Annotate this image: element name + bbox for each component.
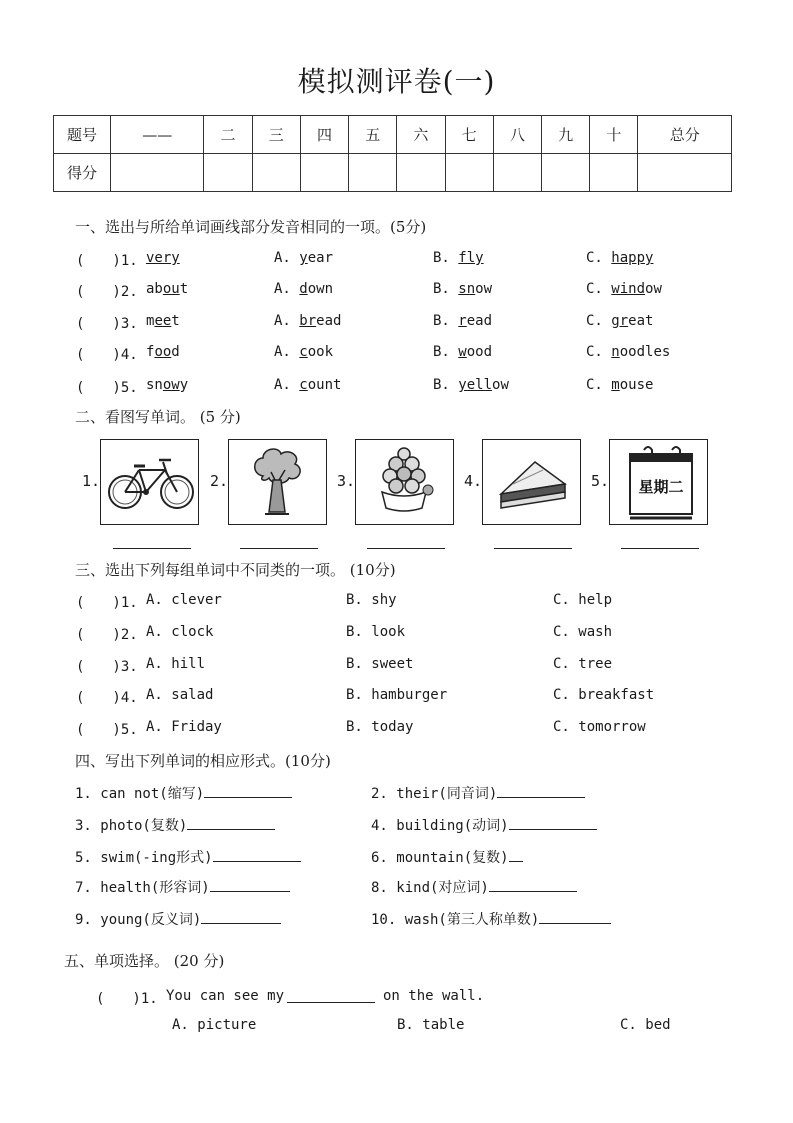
answer-blank[interactable]: [509, 815, 597, 830]
underlined-part: w: [458, 344, 467, 360]
answer-blank[interactable]: [187, 815, 275, 830]
score-input-cell[interactable]: [542, 154, 590, 192]
section5-heading: 五、单项选择。 (20 分): [64, 952, 225, 970]
score-cell: 九: [542, 116, 590, 154]
word-part: C.: [586, 313, 612, 329]
word-part: A.: [274, 250, 300, 266]
answer-blank[interactable]: [204, 783, 292, 798]
score-cell: 十: [590, 116, 638, 154]
option-a[interactable]: [274, 344, 333, 360]
classify-row: [0, 624, 793, 648]
option-b[interactable]: B. sweet: [346, 656, 414, 672]
option-c[interactable]: [586, 250, 653, 266]
option-c[interactable]: C. tree: [553, 656, 613, 672]
page-title: 模拟测评卷(一): [297, 65, 496, 98]
option-b[interactable]: B. hamburger: [346, 687, 448, 703]
underlined-part: y: [299, 250, 308, 266]
option-a[interactable]: A. clever: [146, 592, 222, 608]
score-input-cell[interactable]: [300, 154, 348, 192]
score-input-cell[interactable]: [252, 154, 300, 192]
tree-icon: [229, 440, 326, 524]
question-number[interactable]: ( )3.: [76, 659, 138, 675]
score-cell: 五: [349, 116, 397, 154]
option-a[interactable]: [274, 281, 333, 297]
question-number[interactable]: ( )4.: [76, 347, 138, 363]
underlined-part: c: [299, 344, 308, 360]
option-a[interactable]: [274, 250, 333, 266]
question-row: [0, 988, 793, 1012]
score-input-cell[interactable]: [493, 154, 541, 192]
underlined-part: ow: [162, 377, 180, 393]
option-b[interactable]: [433, 344, 492, 360]
underlined-part: oo: [154, 344, 172, 360]
answer-blank[interactable]: [497, 783, 585, 798]
answer-blank[interactable]: [210, 877, 290, 892]
word-part: f: [146, 344, 155, 360]
word-part: t: [171, 313, 180, 329]
fill-item: 2. their(同音词): [371, 783, 585, 803]
word-part: oodles: [619, 344, 671, 360]
phonics-row: [0, 377, 793, 401]
option-a[interactable]: A. clock: [146, 624, 214, 640]
score-table: [53, 115, 732, 192]
section3-heading: 三、选出下列每组单词中不同类的一项。 (10分): [75, 561, 396, 579]
word-part: sn: [146, 377, 163, 393]
target-word: [146, 313, 180, 329]
dessert-picture: [355, 439, 454, 525]
option-a[interactable]: A. Friday: [146, 719, 222, 735]
score-cell: 二: [204, 116, 252, 154]
question-number[interactable]: ( )4.: [76, 690, 138, 706]
word-part: ear: [307, 250, 334, 266]
question-number[interactable]: ( )1.: [76, 595, 138, 611]
underlined-part: ou: [162, 281, 180, 297]
fill-item: 5. swim(-ing形式): [75, 847, 301, 867]
fill-item: 10. wash(第三人称单数): [371, 909, 611, 929]
section1-heading: 一、选出与所给单词画线部分发音相同的一项。(5分): [75, 218, 427, 236]
score-row-label: 得分: [54, 154, 111, 192]
option-a[interactable]: [274, 313, 341, 329]
picture-number: 3.: [337, 472, 356, 490]
option-c[interactable]: [586, 281, 662, 297]
underlined-part: yell: [458, 377, 493, 393]
option-b[interactable]: B. table: [397, 1017, 465, 1033]
answer-blank[interactable]: [621, 548, 699, 549]
question-number[interactable]: ( )5.: [76, 380, 138, 396]
calendar-icon: [610, 440, 707, 524]
underlined-part: r: [458, 313, 467, 329]
word-part: y: [179, 377, 189, 393]
food-bowl-icon: [356, 440, 453, 524]
score-table-score-row: [54, 154, 732, 192]
score-cell: 题号: [54, 116, 111, 154]
calendar-label: 星期二: [638, 478, 684, 496]
option-a[interactable]: A. hill: [146, 656, 206, 672]
option-b[interactable]: B. shy: [346, 592, 397, 608]
target-word: [146, 377, 188, 393]
score-cell: 六: [397, 116, 445, 154]
answer-blank[interactable]: [287, 1002, 375, 1003]
word-part: A.: [274, 313, 300, 329]
sandwich-picture: [482, 439, 581, 525]
word-part: A.: [274, 281, 300, 297]
fill-item: 1. can not(缩写): [75, 783, 292, 803]
target-word: [146, 344, 180, 360]
score-cell: 总分: [638, 116, 732, 154]
score-cell: 四: [300, 116, 348, 154]
underlined-part: ee: [154, 313, 172, 329]
word-part: ow: [492, 377, 509, 393]
word-part: eat: [628, 313, 654, 329]
question-text-end: on the wall.: [383, 988, 485, 1004]
underlined-part: m: [611, 377, 620, 393]
question-number[interactable]: ( )1.: [96, 991, 158, 1007]
fill-item: 3. photo(复数): [75, 815, 275, 835]
option-c[interactable]: C. breakfast: [553, 687, 655, 703]
score-cell: 三: [252, 116, 300, 154]
question-number[interactable]: ( )5.: [76, 722, 138, 738]
underlined-part: br: [299, 313, 317, 329]
target-word: [146, 250, 180, 266]
phonics-row: [0, 313, 793, 337]
score-input-cell[interactable]: [204, 154, 252, 192]
tree-picture: [228, 439, 327, 525]
score-cell: 八: [493, 116, 541, 154]
answer-blank[interactable]: [539, 909, 611, 924]
question-number[interactable]: ( )2.: [76, 284, 138, 300]
word-part: ook: [307, 344, 334, 360]
target-word: [146, 281, 188, 297]
option-b[interactable]: [433, 313, 492, 329]
word-part: ab: [146, 281, 163, 297]
picture-number: 1.: [82, 472, 101, 490]
word-part: ount: [307, 377, 342, 393]
answer-blank[interactable]: [240, 548, 318, 549]
answer-blank[interactable]: [489, 877, 577, 892]
answer-blank[interactable]: [494, 548, 572, 549]
option-c[interactable]: C. help: [553, 592, 613, 608]
option-b[interactable]: [433, 377, 509, 393]
phonics-row: [0, 344, 793, 368]
classify-row: [0, 592, 793, 616]
word-part: B.: [433, 313, 459, 329]
option-c[interactable]: [586, 313, 653, 329]
option-c[interactable]: [586, 377, 653, 393]
underlined-part: gr: [611, 313, 629, 329]
answer-blank[interactable]: [113, 548, 191, 549]
answer-blank[interactable]: [367, 548, 445, 549]
score-input-cell[interactable]: [111, 154, 204, 192]
word-part: d: [171, 344, 180, 360]
word-part: ead: [466, 313, 493, 329]
word-part: t: [179, 281, 189, 297]
fill-item: 7. health(形容词): [75, 877, 290, 897]
underlined-part: sn: [458, 281, 476, 297]
underlined-part: c: [299, 377, 308, 393]
option-a[interactable]: A. picture: [172, 1017, 257, 1033]
fill-item: 8. kind(对应词): [371, 877, 577, 897]
word-part: B.: [433, 377, 459, 393]
classify-row: [0, 656, 793, 680]
section4-heading: 四、写出下列单词的相应形式。(10分): [75, 752, 331, 770]
score-input-cell[interactable]: [638, 154, 732, 192]
score-table-header-row: [54, 116, 732, 154]
classify-row: [0, 687, 793, 711]
word-part: m: [146, 313, 155, 329]
word-part: ow: [475, 281, 493, 297]
option-c[interactable]: C. tomorrow: [553, 719, 646, 735]
classify-row: [0, 719, 793, 743]
fill-item: 4. building(动词): [371, 815, 597, 835]
score-input-cell[interactable]: [445, 154, 493, 192]
word-part: own: [307, 281, 334, 297]
options-row: [0, 1017, 793, 1041]
bicycle-picture: [100, 439, 199, 525]
word-part: B.: [433, 281, 459, 297]
option-c[interactable]: C. wash: [553, 624, 613, 640]
underlined-part: happy: [611, 250, 654, 266]
option-c[interactable]: [586, 344, 670, 360]
phonics-row: [0, 250, 793, 274]
score-input-cell[interactable]: [397, 154, 445, 192]
answer-blank[interactable]: [509, 847, 523, 862]
score-cell: 七: [445, 116, 493, 154]
question-number[interactable]: ( )2.: [76, 627, 138, 643]
option-a[interactable]: A. salad: [146, 687, 214, 703]
word-part: C.: [586, 377, 612, 393]
option-b[interactable]: [433, 281, 492, 297]
score-cell: ——: [111, 116, 204, 154]
word-part: C.: [586, 344, 612, 360]
underlined-part: fly: [458, 250, 484, 266]
calendar-picture: [609, 439, 708, 525]
word-part: A.: [274, 377, 300, 393]
question-number[interactable]: ( )3.: [76, 316, 138, 332]
score-input-cell[interactable]: [590, 154, 638, 192]
phonics-row: [0, 281, 793, 305]
word-part: ead: [316, 313, 342, 329]
option-a[interactable]: [274, 377, 341, 393]
word-part: C.: [586, 281, 612, 297]
picture-number: 4.: [464, 472, 483, 490]
option-b[interactable]: B. look: [346, 624, 406, 640]
underlined-part: wind: [611, 281, 646, 297]
underlined-part: d: [299, 281, 308, 297]
underlined-part: n: [611, 344, 620, 360]
option-c[interactable]: C. bed: [620, 1017, 671, 1033]
answer-blank[interactable]: [201, 909, 281, 924]
word-part: B.: [433, 344, 459, 360]
picture-number: 5.: [591, 472, 610, 490]
word-part: ouse: [619, 377, 654, 393]
fill-item: 6. mountain(复数): [371, 847, 523, 867]
word-part: C.: [586, 250, 612, 266]
question-number[interactable]: ( )1.: [76, 253, 138, 269]
word-part: ood: [466, 344, 493, 360]
option-b[interactable]: [433, 250, 484, 266]
word-part: A.: [274, 344, 300, 360]
fill-item: 9. young(反义词): [75, 909, 281, 929]
answer-blank[interactable]: [213, 847, 301, 862]
sandwich-icon: [483, 440, 580, 524]
section2-heading: 二、看图写单词。 (5 分): [75, 408, 241, 426]
question-text-start: You can see my: [166, 988, 285, 1004]
picture-number: 2.: [210, 472, 229, 490]
word-part: ow: [645, 281, 662, 297]
option-b[interactable]: B. today: [346, 719, 414, 735]
underlined-part: very: [146, 250, 180, 266]
score-input-cell[interactable]: [349, 154, 397, 192]
word-part: B.: [433, 250, 459, 266]
bicycle-icon: [101, 440, 198, 524]
